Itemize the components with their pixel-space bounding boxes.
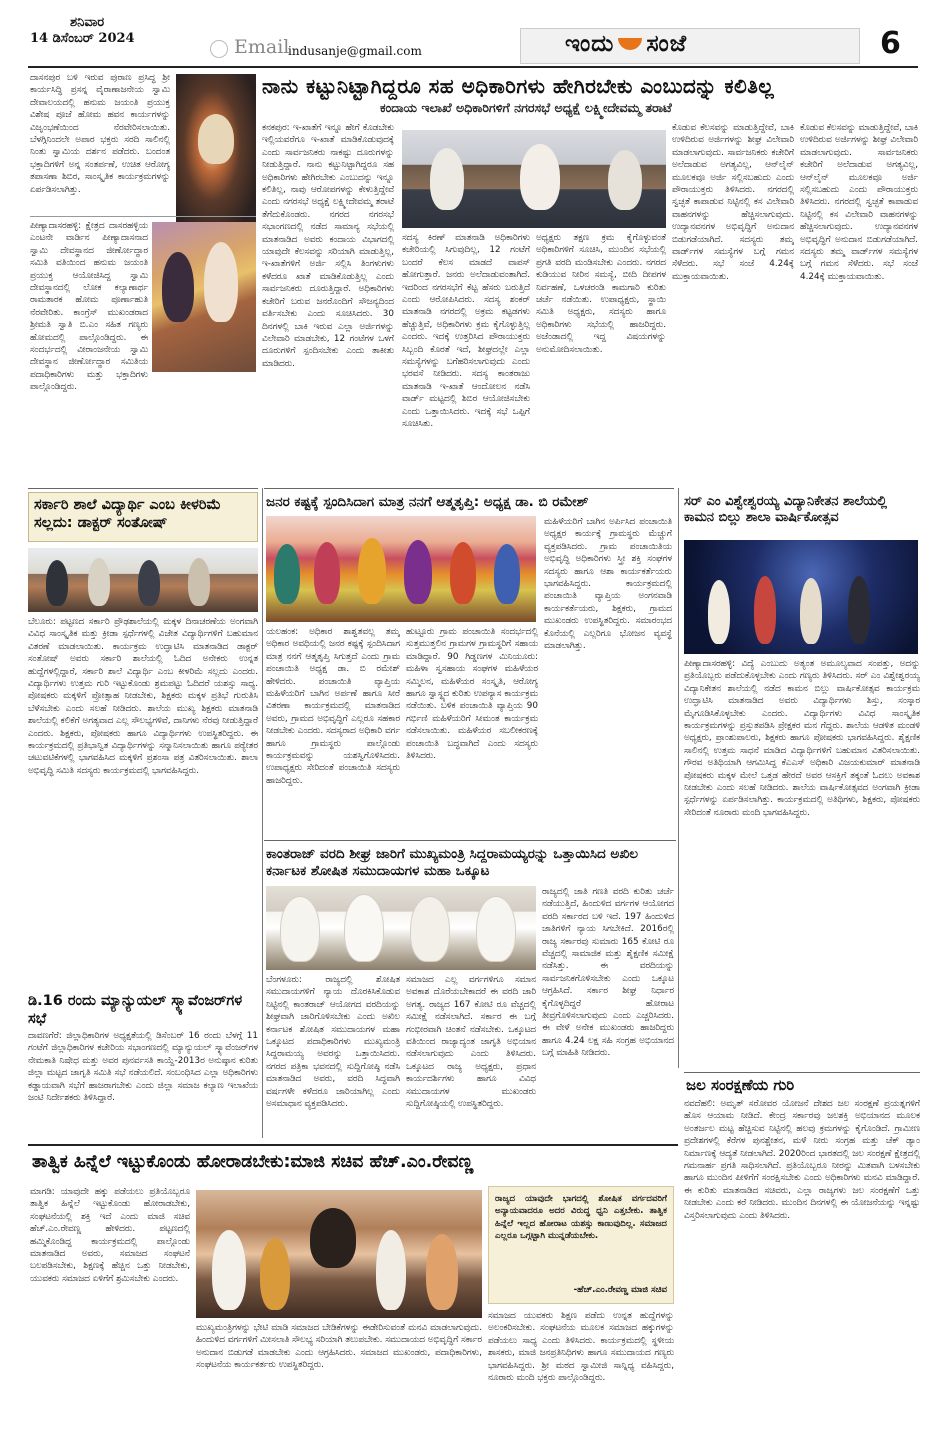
person-figure — [46, 560, 68, 606]
lead-subhead: ಕಂದಾಯ ಇಲಾಖೆ ಅಧಿಕಾರಿಗಳಿಗೆ ನಗರಸಭೆ ಅಧ್ಯಕ್ಷೆ ಲಕ್ಷ್ಮೀದೇವಮ್ಮ ತರಾಟೆ — [380, 100, 672, 115]
women-column-1: ಯಲಹಂಕ: ಅಧಿಕಾರ ಶಾಶ್ವತವಲ್ಲ ತಮ್ಮ ಅಧಿಕಾರ ಅವಧಿಯಲ್ಲಿ ಜನರ ಕಷ್ಟಕ್ಕೆ ಸ್ಪಂದಿಸಿದಾಗ ಮಾತ್ರ ನನಗೆ ಆತ್ಮತೃಪ್ತಿ ಸಿಗುತ್ತದೆ ಎಂದು ಗ್ರಾಮ ಪಂಚಾಯಿತಿ ಅಧ್ಯಕ್ಷ ಡಾ. ಬಿ ರಮೇಶ್ ಹೇಳಿದರು. ಪಂಚಾಯಿತಿ ವ್ಯಾಪ್ತಿಯ ಮಹಿಳೆಯರಿಗೆ ಬಾಗಿನ ಅರ್ಪಣೆ ಹಾಗೂ ಸೀರೆ ವಿತರಣಾ ಕಾರ್ಯಕ್ರಮದಲ್ಲಿ ಮಾತನಾಡಿದ ಅವರು, ಗ್ರಾಮದ ಅಭಿವೃದ್ಧಿಗೆ ಎಲ್ಲರೂ ಸಹಕಾರ ನೀಡಬೇಕು ಎಂದರು. ಸದಸ್ಯರಾದ ಅಧಿಕಾರಿ ವರ್ಗ ಹಾಗೂ ಗ್ರಾಮಸ್ಥರು ಪಾಲ್ಗೊಂಡು ಕಾರ್ಯಕ್ರಮವನ್ನು ಯಶಸ್ವಿಗೊಳಿಸಿದರು. ಉಪಾಧ್ಯಕ್ಷರು ಸೇರಿದಂತೆ ಪಂಚಾಯಿತಿ ಸದಸ್ಯರು ಹಾಜರಿದ್ದರು. — [266, 627, 400, 786]
press-meet-photo — [266, 886, 536, 970]
person-figure — [476, 896, 516, 962]
person-figure — [344, 894, 384, 962]
person-figure — [204, 242, 238, 322]
jala-story-text: ನವದೆಹಲಿ: ಅಮೃತ್ ಸರೋವರ ಯೋಜನೆ ದೇಶದ ಜಲ ಸಂರಕ್ಷಣೆ ಪ್ರಯತ್ನಗಳಿಗೆ ಹೊಸ ಆಯಾಮ ನೀಡಿದೆ. ಕೇಂದ್ರ ಸರ್ಕಾರವು ಜಲಶಕ್ತಿ ಅಭಿಯಾನದ ಮೂಲಕ ಅಂತರ್ಜಲ ಮಟ್ಟ ಹೆಚ್ಚಿಸುವ ನಿಟ್ಟಿನಲ್ಲಿ ಹಲವು ಕ್ರಮಗಳನ್ನು ಕೈಗೊಂಡಿದೆ. ಗ್ರಾಮೀಣ ಪ್ರದೇಶಗಳಲ್ಲಿ ಕೆರೆಗಳ ಪುನಶ್ಚೇತನ, ಮಳೆ ನೀರು ಸಂಗ್ರಹ ಮತ್ತು ಚೆಕ್ ಡ್ಯಾಂ ನಿರ್ಮಾಣಕ್ಕೆ ಆದ್ಯತೆ ನೀಡಲಾಗಿದೆ. 2020ರಿಂದ ಭಾರತದಲ್ಲಿ ಜಲ ಸಂರಕ್ಷಣೆ ಕ್ಷೇತ್ರದಲ್ಲಿ ಗಮನಾರ್ಹ ಪ್ರಗತಿ ಸಾಧಿಸಲಾಗಿದೆ. ಪ್ರತಿಯೊಬ್ಬರೂ ನೀರನ್ನು ಮಿತವಾಗಿ ಬಳಸಬೇಕು ಹಾಗೂ ಮುಂದಿನ ಪೀಳಿಗೆಗೆ ಸಂರಕ್ಷಿಸಬೇಕು ಎಂದು ಅಧಿಕಾರಿಗಳು ಮನವಿ ಮಾಡಿದ್ದಾರೆ. ಈ ಕುರಿತು ಮಾತನಾಡಿದ ಸಚಿವರು, ಎಲ್ಲಾ ರಾಜ್ಯಗಳು ಜಲ ಸಂರಕ್ಷಣೆಗೆ ಒತ್ತು ನೀಡಬೇಕು ಎಂದು ಕರೆ ನೀಡಿದರು. ಮುಂದಿನ ದಿನಗಳಲ್ಲಿ ಈ ಯೋಜನೆಯನ್ನು ಇನ್ನಷ್ಟು ವಿಸ್ತರಿಸಲಾಗುವುದು ಎಂದು ತಿಳಿಸಿದರು. — [684, 1099, 920, 1221]
logo-right-text: ಸಂಜೆ — [646, 31, 688, 57]
person-figure — [410, 896, 450, 962]
school-event-photo — [28, 548, 258, 612]
person-figure — [376, 1230, 406, 1310]
revanna-quote-box — [488, 1186, 674, 1304]
person-figure — [754, 576, 776, 644]
masthead-logo — [565, 31, 687, 57]
women-column-2: ಹುಟ್ಟೂರು ಗ್ರಾಮ ಪಂಚಾಯಿತಿ ಸಂದರ್ಭದಲ್ಲಿ ಸುತ್ತಮುತ್ತಲಿನ ಗ್ರಾಮಗಳ ಗ್ರಾಮಸ್ಥರಿಗೆ ಸಹಾಯ ಮಾಡಿದ್ದಾರೆ. 90 ಗಿಡ್ಡಣಗಳ ಮಿನಿಯೂರು: ಮಹಿಳಾ ಸ್ವಸಹಾಯ ಸಂಘಗಳ ಮಹಿಳೆಯರ ಸಮ್ಮಿಲನ, ಮಹಿಳೆಯರ ಸಂಸ್ಕೃತಿ, ಆರೋಗ್ಯ ಹಾಗೂ ಸ್ವಾಸ್ಥ್ಯದ ಕುರಿತು ಉಪನ್ಯಾಸ ಕಾರ್ಯಕ್ರಮ ನಡೆಯಿತು. ಬಳಿಕ ಪಂಚಾಯಿತಿ ವ್ಯಾಪ್ತಿಯ 90 ಗರ್ಭಿಣಿ ಮಹಿಳೆಯರಿಗೆ ಸೀಮಂತ ಕಾರ್ಯಕ್ರಮ ನಡೆಸಲಾಯಿತು. ಮಹಿಳೆಯರ ಸಬಲೀಕರಣಕ್ಕೆ ಪಂಚಾಯಿತಿ ಬದ್ಧವಾಗಿದೆ ಎಂದು ಸದಸ್ಯರು ತಿಳಿಸಿದರು. — [406, 627, 538, 762]
kantharaj-column-1: ಬೆಂಗಳೂರು: ರಾಜ್ಯದಲ್ಲಿ ಶೋಷಿತ ಸಮುದಾಯಗಳಿಗೆ ನ್ಯಾಯ ದೊರಕಿಸಿಕೊಡುವ ನಿಟ್ಟಿನಲ್ಲಿ ಕಾಂತರಾಜ್ ಆಯೋಗದ ವರದಿಯನ್ನು ಶೀಘ್ರವಾಗಿ ಜಾರಿಗೊಳಿಸಬೇಕು ಎಂದು ಅಖಿಲ ಕರ್ನಾಟಕ ಶೋಷಿತ ಸಮುದಾಯಗಳ ಮಹಾ ಒಕ್ಕೂಟದ ಪದಾಧಿಕಾರಿಗಳು ಮುಖ್ಯಮಂತ್ರಿ ಸಿದ್ದರಾಮಯ್ಯ ಅವರನ್ನು ಒತ್ತಾಯಿಸಿದರು. ನಗರದ ಪತ್ರಿಕಾ ಭವನದಲ್ಲಿ ಸುದ್ದಿಗೋಷ್ಠಿ ನಡೆಸಿ ಮಾತನಾಡಿದ ಅವರು, ವರದಿ ಸಿದ್ಧವಾಗಿ ವರ್ಷಗಳೇ ಕಳೆದರೂ ಜಾರಿಯಾಗಿಲ್ಲ ಎಂದು ಅಸಮಾಧಾನ ವ್ಯಕ್ತಪಡಿಸಿದರು. — [266, 975, 400, 1110]
email-label: Email — [234, 36, 290, 58]
masthead-date: 14 ಡಿಸೆಂಬರ್ 2024 — [30, 31, 135, 46]
vidyaniketan-story-text: ಪೀಣ್ಯಾದಾಸರಹಳ್ಳಿ: ವಿದ್ಯೆ ಎಂಬುದು ಅತ್ಯಂತ ಅಮೂಲ್ಯವಾದ ಸಂಪತ್ತು, ಅದನ್ನು ಪ್ರತಿಯೊಬ್ಬರು ಪಡೆದುಕೊಳ್ಳಬೇಕು ಎಂದು ಗಣ್ಯರು ತಿಳಿಸಿದರು. ಸರ್ ಎಂ ವಿಶ್ವೇಶ್ವರಯ್ಯ ವಿದ್ಯಾನಿಕೇತನ ಶಾಲೆಯಲ್ಲಿ ನಡೆದ ಕಾಮನ ಬಿಲ್ಲು ವಾರ್ಷಿಕೋತ್ಸವ ಕಾರ್ಯಕ್ರಮ ಉದ್ಘಾಟಿಸಿ ಮಾತನಾಡಿದ ಅವರು ವಿದ್ಯಾರ್ಥಿಗಳು ಶಿಸ್ತು, ಸಂಸ್ಕಾರ ಮೈಗೂಡಿಸಿಕೊಳ್ಳಬೇಕು ಎಂದರು. ವಿದ್ಯಾರ್ಥಿಗಳು ವಿವಿಧ ಸಾಂಸ್ಕೃತಿಕ ಕಾರ್ಯಕ್ರಮಗಳನ್ನು ಪ್ರಸ್ತುತಪಡಿಸಿ ಪ್ರೇಕ್ಷಕರ ಮನ ಗೆದ್ದರು. ಶಾಲೆಯ ಆಡಳಿತ ಮಂಡಳಿ ಅಧ್ಯಕ್ಷರು, ಪ್ರಾಂಶುಪಾಲರು, ಶಿಕ್ಷಕರು ಹಾಗೂ ಪೋಷಕರು ಭಾಗವಹಿಸಿದ್ದರು. ಶೈಕ್ಷಣಿಕ ಸಾಲಿನಲ್ಲಿ ಉತ್ತಮ ಸಾಧನೆ ಮಾಡಿದ ವಿದ್ಯಾರ್ಥಿಗಳಿಗೆ ಬಹುಮಾನ ವಿತರಿಸಲಾಯಿತು. ಗೌರವ ಅತಿಥಿಯಾಗಿ ಆಗಮಿಸಿದ್ದ ಕೆಎಎಸ್ ಅಧಿಕಾರಿ ವಿಜಯಕುಮಾರ್ ಮಾತನಾಡಿ ಪೋಷಕರು ಮಕ್ಕಳ ಮೇಲೆ ಒತ್ತಡ ಹೇರದೆ ಅವರ ಆಸಕ್ತಿಗೆ ತಕ್ಕಂತೆ ಓದಲು ಅವಕಾಶ ನೀಡಬೇಕು ಎಂದು ಸಲಹೆ ನೀಡಿದರು. ಶಾಲೆಯ ವಾರ್ಷಿಕೋತ್ಸವದ ಅಂಗವಾಗಿ ಕ್ರೀಡಾ ಸ್ಪರ್ಧೆಗಳನ್ನು ಏರ್ಪಡಿಸಲಾಗಿತ್ತು. ಕಾರ್ಯಕ್ರಮದಲ್ಲಿ ಅತಿಥಿಗಳು, ಶಿಕ್ಷಕರು, ಪೋಷಕರು ಸೇರಿದಂತೆ ನೂರಾರು ಮಂದಿ ಭಾಗವಹಿಸಿದ್ದರು. — [684, 659, 920, 818]
lead-column-2: ಸದಸ್ಯ ಕಿರಣ್ ಮಾತನಾಡಿ ಅಧಿಕಾರಿಗಳು ಕಚೇರಿಯಲ್ಲಿ ಸಿಗುವುದಿಲ್ಲ, 12 ಗಂಟೆಗೆ ಬಂದರೆ ಕೆಲಸ ಮಾಡದೆ ವಾಪಸ್ ಹೋಗುತ್ತಾರೆ. ಜನರು ಅಲೆದಾಡುವಂತಾಗಿದೆ. ಇದರಿಂದ ನಗರಸಭೆಗೆ ಕೆಟ್ಟ ಹೆಸರು ಬರುತ್ತಿದೆ ಎಂದು ಆರೋಪಿಸಿದರು. ಸದಸ್ಯ ಶಂಕರ್ ಮಾತನಾಡಿ ನಗರದಲ್ಲಿ ಅಕ್ರಮ ಕಟ್ಟಡಗಳು ಹೆಚ್ಚುತ್ತಿವೆ, ಅಧಿಕಾರಿಗಳು ಕ್ರಮ ಕೈಗೊಳ್ಳುತ್ತಿಲ್ಲ ಎಂದರು. ಇದಕ್ಕೆ ಉತ್ತರಿಸಿದ ಪೌರಾಯುಕ್ತರು ಸಿಬ್ಬಂದಿ ಕೊರತೆ ಇದೆ, ಶೀಘ್ರದಲ್ಲೇ ಎಲ್ಲಾ ಸಮಸ್ಯೆಗಳನ್ನು ಬಗೆಹರಿಸಲಾಗುವುದು ಎಂದು ಭರವಸೆ ನೀಡಿದರು. ಸದಸ್ಯ ಕಾಂತರಾಜು ಮಾತನಾಡಿ ಇ-ಖಾತೆ ಆಂದೋಲನ ನಡೆಸಿ ವಾರ್ಡ್ ಮಟ್ಟದಲ್ಲಿ ಶಿಬಿರ ಆಯೋಜಿಸಬೇಕು ಎಂದು ಒತ್ತಾಯಿಸಿದರು. ಇದಕ್ಕೆ ಸಭೆ ಒಪ್ಪಿಗೆ ಸೂಚಿಸಿತು. — [402, 233, 530, 430]
person-figure — [494, 544, 520, 604]
temple-shrine-photo — [176, 74, 256, 232]
separator — [264, 488, 674, 489]
decorative-circle-icon — [210, 40, 228, 58]
person-figure — [848, 576, 870, 644]
masthead-rule — [28, 66, 918, 68]
person-figure — [520, 144, 560, 210]
separator — [28, 488, 258, 489]
idol-figure — [198, 114, 234, 164]
scavenger-headline: ಡಿ.16 ರಂದು ಮ್ಯಾನ್ಯುಯಲ್ ಸ್ಕ್ಯಾವೆಂಜರ್‌ಗಳ ಸಭೆ — [28, 993, 243, 1028]
kantharaj-column-2: ಸಮಾಜದ ಎಲ್ಲ ವರ್ಗಗಳಿಗೂ ಸಮಾನ ಅವಕಾಶ ದೊರೆಯಬೇಕಾದರೆ ಈ ವರದಿ ಜಾರಿ ಅಗತ್ಯ. ರಾಜ್ಯದ 167 ಕೋಟಿ ರೂ ವೆಚ್ಚದಲ್ಲಿ ಸಮೀಕ್ಷೆ ನಡೆಸಲಾಗಿದೆ. ಸರ್ಕಾರ ಈ ಬಗ್ಗೆ ಗಂಭೀರವಾಗಿ ಚಿಂತನೆ ನಡೆಸಬೇಕು. ಒಕ್ಕೂಟದ ವತಿಯಿಂದ ರಾಜ್ಯಾದ್ಯಂತ ಜಾಗೃತಿ ಅಭಿಯಾನ ನಡೆಸಲಾಗುವುದು ಎಂದು ತಿಳಿಸಿದರು. ಒಕ್ಕೂಟದ ರಾಜ್ಯ ಅಧ್ಯಕ್ಷರು, ಪ್ರಧಾನ ಕಾರ್ಯದರ್ಶಿಗಳು ಹಾಗೂ ವಿವಿಧ ಸಮುದಾಯಗಳ ಮುಖಂಡರು ಸುದ್ದಿಗೋಷ್ಠಿಯಲ್ಲಿ ಉಪಸ್ಥಿತರಿದ್ದರು. — [406, 975, 536, 1110]
person-figure — [430, 148, 464, 210]
separator — [28, 1144, 678, 1146]
separator — [264, 840, 676, 841]
lead-column-3: ಅಧ್ಯಕ್ಷರು ತಕ್ಷಣ ಕ್ರಮ ಕೈಗೊಳ್ಳುವಂತೆ ಅಧಿಕಾರಿಗಳಿಗೆ ಸೂಚಿಸಿ, ಮುಂದಿನ ಸಭೆಯಲ್ಲಿ ಪ್ರಗತಿ ವರದಿ ಮಂಡಿಸಬೇಕು ಎಂದರು. ನಗರದ ಕುಡಿಯುವ ನೀರಿನ ಸಮಸ್ಯೆ, ಬೀದಿ ದೀಪಗಳ ನಿರ್ವಹಣೆ, ಒಳಚರಂಡಿ ಕಾಮಗಾರಿ ಕುರಿತು ಚರ್ಚೆ ನಡೆಯಿತು. ಉಪಾಧ್ಯಕ್ಷರು, ಸ್ಥಾಯಿ ಸಮಿತಿ ಅಧ್ಯಕ್ಷರು, ಸದಸ್ಯರು ಹಾಗೂ ಅಧಿಕಾರಿಗಳು ಸಭೆಯಲ್ಲಿ ಹಾಜರಿದ್ದರು. ಅಜೆಂಡಾದಲ್ಲಿ ಇದ್ದ ವಿಷಯಗಳನ್ನು ಅನುಮೋದಿಸಲಾಯಿತು. — [536, 233, 666, 355]
revanna-column-2: ಮುಖ್ಯಮಂತ್ರಿಗಳನ್ನು ಭೇಟಿ ಮಾಡಿ ಸಮಾಜದ ಬೇಡಿಕೆಗಳನ್ನು ಈಡೇರಿಸುವಂತೆ ಮನವಿ ಮಾಡಲಾಗುವುದು. ಹಿಂದುಳಿದ ವರ್ಗಗಳಿಗೆ ಮೀಸಲಾತಿ ಸೌಲಭ್ಯ ಸರಿಯಾಗಿ ತಲುಪಬೇಕು. ಸಮುದಾಯದ ಅಭಿವೃದ್ಧಿಗೆ ಸರ್ಕಾರ ಅನುದಾನ ಬಿಡುಗಡೆ ಮಾಡಬೇಕು ಎಂದು ಆಗ್ರಹಿಸಿದರು. ಸಮಾಜದ ಮುಖಂಡರು, ಪದಾಧಿಕಾರಿಗಳು, ಸಂಘಟನೆಯ ಕಾರ್ಯಕರ್ತರು ಉಪಸ್ಥಿತರಿದ್ದರು. — [196, 1323, 482, 1371]
person-figure — [404, 540, 432, 604]
column-divider — [262, 488, 263, 1138]
school-story-text: ಬೆಲೂರು: ಪಟ್ಟಣದ ಸರ್ಕಾರಿ ಪ್ರೌಢಶಾಲೆಯಲ್ಲಿ ಮಕ್ಕಳ ದಿನಾಚರಣೆಯ ಅಂಗವಾಗಿ ವಿವಿಧ ಸಾಂಸ್ಕೃತಿಕ ಮತ್ತು ಕ್ರೀಡಾ ಸ್ಪರ್ಧೆಗಳಲ್ಲಿ ವಿಜೇತ ವಿದ್ಯಾರ್ಥಿಗಳಿಗೆ ಬಹುಮಾನ ವಿತರಣೆ ಮಾಡಲಾಯಿತು. ಕಾರ್ಯಕ್ರಮ ಉದ್ಘಾಟಿಸಿ ಮಾತನಾಡಿದ ಡಾಕ್ಟರ್ ಸಂತೋಷ್ ಅವರು ಸರ್ಕಾರಿ ಶಾಲೆಯಲ್ಲಿ ಓದಿದ ಅನೇಕರು ಉನ್ನತ ಹುದ್ದೆಗಳಲ್ಲಿದ್ದಾರೆ, ಸರ್ಕಾರಿ ಶಾಲೆ ವಿದ್ಯಾರ್ಥಿ ಎಂಬ ಕೀಳರಿಮೆ ಸಲ್ಲದು ಎಂದರು. ವಿದ್ಯಾರ್ಥಿಗಳು ಉತ್ತಮ ಗುರಿ ಇಟ್ಟುಕೊಂಡು ಶ್ರಮಪಟ್ಟು ಓದಿದರೆ ಯಶಸ್ಸು ಸಾಧ್ಯ. ಪೋಷಕರು ಮಕ್ಕಳಿಗೆ ಪ್ರೋತ್ಸಾಹ ನೀಡಬೇಕು, ಶಿಕ್ಷಕರು ಮಕ್ಕಳ ಪ್ರತಿಭೆ ಗುರುತಿಸಿ ಬೆಳೆಸಬೇಕು ಎಂದು ಸಲಹೆ ನೀಡಿದರು. ಶಾಲೆಯ ಮುಖ್ಯ ಶಿಕ್ಷಕರು ಮಾತನಾಡಿ ಶಾಲೆಯಲ್ಲಿ ಕಲಿಕೆಗೆ ಅಗತ್ಯವಾದ ಎಲ್ಲ ಸೌಲಭ್ಯಗಳಿವೆ, ದಾನಿಗಳು ನೆರವು ನೀಡುತ್ತಿದ್ದಾರೆ ಎಂದರು. ಶಿಕ್ಷಕರು, ಪೋಷಕರು ಹಾಗೂ ವಿದ್ಯಾರ್ಥಿಗಳು ಉಪಸ್ಥಿತರಿದ್ದರು. ಈ ಕಾರ್ಯಕ್ರಮದಲ್ಲಿ ಪ್ರತಿಭಾನ್ವಿತ ವಿದ್ಯಾರ್ಥಿಗಳನ್ನು ಸನ್ಮಾನಿಸಲಾಯಿತು ಹಾಗೂ ಪಠ್ಯೇತರ ಚಟುವಟಿಕೆಗಳಲ್ಲಿ ಭಾಗವಹಿಸಿದ ಮಕ್ಕಳಿಗೆ ಪ್ರಶಂಸಾ ಪತ್ರ ವಿತರಿಸಲಾಯಿತು. ಶಾಲಾ ಅಭಿವೃದ್ಧಿ ಸಮಿತಿ ಸದಸ್ಯರು ಕಾರ್ಯಕ್ರಮದಲ್ಲಿ ಭಾಗವಹಿಸಿದ್ದರು. — [28, 617, 258, 776]
lead-column-5: ಕೊಡುವ ಕೆಲಸವನ್ನು ಮಾಡುತ್ತಿದ್ದೇವೆ, ಬಾಕಿ ಉಳಿದಿರುವ ಅರ್ಜಿಗಳನ್ನು ಶೀಘ್ರ ವಿಲೇವಾರಿ ಮಾಡಲಾಗುವುದು. ಸಾರ್ವಜನಿಕರು ಕಚೇರಿಗೆ ಅಲೆದಾಡುವ ಅಗತ್ಯವಿಲ್ಲ, ಆನ್‌ಲೈನ್ ಮೂಲಕವೂ ಅರ್ಜಿ ಸಲ್ಲಿಸಬಹುದು ಎಂದು ಪೌರಾಯುಕ್ತರು ತಿಳಿಸಿದರು. ನಗರದಲ್ಲಿ ಸ್ವಚ್ಛತೆ ಕಾಪಾಡುವ ನಿಟ್ಟಿನಲ್ಲಿ ಕಸ ವಿಲೇವಾರಿ ವಾಹನಗಳನ್ನು ಹೆಚ್ಚಿಸಲಾಗುವುದು. ಉದ್ಯಾನವನಗಳ ಅಭಿವೃದ್ಧಿಗೆ ಅನುದಾನ ಬಿಡುಗಡೆಯಾಗಿದೆ. ಸದಸ್ಯರು ತಮ್ಮ ವಾರ್ಡ್‌ಗಳ ಸಮಸ್ಯೆಗಳ ಬಗ್ಗೆ ಗಮನ ಸೆಳೆದರು. ಸಭೆ ಸಂಜೆ 4.24ಕ್ಕೆ ಮುಕ್ತಾಯವಾಯಿತು. — [800, 123, 918, 282]
ritual-brief-text: ಪೀಣ್ಯಾದಾಸರಹಳ್ಳಿ: ಕ್ಷೇತ್ರದ ದಾಸರಹಳ್ಳಿಯ ಎಂಟನೇ ವಾರ್ಡಿನ ಪೀಣ್ಯಾದಾಸನಾದ ಸ್ವಾಮಿ ದೇವಸ್ಥಾನದ ಜೀರ್ಣೋದ್ಧಾರ ಸಮಿತಿ ವತಿಯಿಂದ ಹನುಮ ಜಯಂತಿ ಪ್ರಯುಕ್ತ ಆಯೋಜಿಸಿದ್ದ ಸ್ವಾಮಿ ದೇವಸ್ಥಾನದಲ್ಲಿ ಲೋಕ ಕಲ್ಯಾಣಾರ್ಥ ರಾಮತಾರಕ ಹೋಮ ಪೂರ್ಣಾಹುತಿ ನೆರವೇರಿತು. ಕಾಂಗ್ರೆಸ್ ಮುಖಂಡರಾದ ಶ್ರೀಮತಿ ಸ್ವಾತಿ ಬಿ.ಎಂ ಸಹಿತ ಗಣ್ಯರು ಹೋಮದಲ್ಲಿ ಪಾಲ್ಗೊಂಡಿದ್ದರು. ಈ ಸಂದರ್ಭದಲ್ಲಿ ವೀರಾಂಜನೇಯ ಸ್ವಾಮಿ ದೇವಸ್ಥಾನ ಜೀರ್ಣೋದ್ಧಾರ ಸಮಿತಿಯ ಪದಾಧಿಕಾರಿಗಳು ಮತ್ತು ಭಕ್ತಾದಿಗಳು ಪಾಲ್ಗೊಂಡಿದ್ದರು. — [30, 221, 148, 393]
separator — [684, 1072, 920, 1073]
temple-gathering-photo — [196, 1190, 482, 1318]
lead-column-4: ಕೊಡುವ ಕೆಲಸವನ್ನು ಮಾಡುತ್ತಿದ್ದೇವೆ, ಬಾಕಿ ಉಳಿದಿರುವ ಅರ್ಜಿಗಳನ್ನು ಶೀಘ್ರ ವಿಲೇವಾರಿ ಮಾಡಲಾಗುವುದು. ಸಾರ್ವಜನಿಕರು ಕಚೇರಿಗೆ ಅಲೆದಾಡುವ ಅಗತ್ಯವಿಲ್ಲ, ಆನ್‌ಲೈನ್ ಮೂಲಕವೂ ಅರ್ಜಿ ಸಲ್ಲಿಸಬಹುದು ಎಂದು ಪೌರಾಯುಕ್ತರು ತಿಳಿಸಿದರು. ನಗರದಲ್ಲಿ ಸ್ವಚ್ಛತೆ ಕಾಪಾಡುವ ನಿಟ್ಟಿನಲ್ಲಿ ಕಸ ವಿಲೇವಾರಿ ವಾಹನಗಳನ್ನು ಹೆಚ್ಚಿಸಲಾಗುವುದು. ಉದ್ಯಾನವನಗಳ ಅಭಿವೃದ್ಧಿಗೆ ಅನುದಾನ ಬಿಡುಗಡೆಯಾಗಿದೆ. ಸದಸ್ಯರು ತಮ್ಮ ವಾರ್ಡ್‌ಗಳ ಸಮಸ್ಯೆಗಳ ಬಗ್ಗೆ ಗಮನ ಸೆಳೆದರು. ಸಭೆ ಸಂಜೆ 4.24ಕ್ಕೆ ಮುಕ್ತಾಯವಾಯಿತು. — [672, 123, 794, 282]
school-anniversary-photo — [684, 540, 918, 654]
lead-headline: ನಾನು ಕಟ್ಟುನಿಟ್ಟಾಗಿದ್ದರೂ ಸಹ ಅಧಿಕಾರಿಗಳು ಹೇಗಿರಬೇಕು ಎಂಬುದನ್ನು ಕಲಿತಿಲ್ಲ — [262, 74, 775, 98]
page-number: 6 — [880, 26, 901, 61]
column-divider — [678, 488, 679, 1068]
person-figure — [608, 150, 642, 210]
person-figure — [162, 252, 194, 322]
person-figure — [274, 544, 300, 604]
temple-brief-text: ದಾಸನಪುರ ಬಳಿ ಇರುವ ಪುರಾಣ ಪ್ರಸಿದ್ಧ ಶ್ರೀ ಕಾರ್ಯಸಿದ್ಧಿ ಪ್ರಸನ್ನ ವೈರಾಣಾಜನೇಯ ಸ್ವಾಮಿ ದೇವಾಲಯದಲ್ಲಿ ಹನುಮ ಜಯಂತಿ ಪ್ರಯುಕ್ತ ವಿಶೇಷ ಪೂಜೆ ಹೋಮ ಹವನ ಕಾರ್ಯಗಳನ್ನು ವಿಜೃಂಭಣೆಯಿಂದ ನೆರವೇರಿಸಲಾಯಿತು. ಬೆಳಗ್ಗಿನಿಂದಲೇ ಅಪಾರ ಭಕ್ತರು ಸರದಿ ಸಾಲಿನಲ್ಲಿ ನಿಂತು ಸ್ವಾಮಿಯ ದರ್ಶನ ಪಡೆದರು. ಬಂದಂತ ಭಕ್ತಾದಿಗಳಿಗೆ ಅನ್ನ ಸಂತರ್ಪಣೆ, ಉಚಿತ ಆರೋಗ್ಯ ತಪಾಸಣಾ ಶಿಬಿರ, ಸಾಂಸ್ಕೃತಿಕ ಕಾರ್ಯಕ್ರಮಗಳನ್ನು ಏರ್ಪಡಿಸಲಾಗಿತ್ತು. — [30, 73, 170, 195]
revanna-headline: ತಾತ್ವಿಕ ಹಿನ್ನೆಲೆ ಇಟ್ಟುಕೊಂಡು ಹೋರಾಡಬೇಕು:ಮಾಜಿ ಸಚಿವ ಹೆಚ್.ಎಂ.ರೇವಣ್ಣ — [32, 1152, 474, 1172]
person-figure — [426, 1234, 458, 1310]
school-headline: ಸರ್ಕಾರಿ ಶಾಲೆ ವಿದ್ಯಾರ್ಥಿ ಎಂಬ ಕೀಳರಿಮೆ ಸಲ್ಲದು: ಡಾಕ್ಟರ್ ಸಂತೋಷ್ — [34, 497, 221, 532]
masthead-day: ಶನಿವಾರ — [70, 15, 105, 30]
person-figure — [138, 560, 160, 606]
email-address[interactable]: indusanje@gmail.com — [288, 44, 422, 58]
person-figure — [212, 1230, 246, 1310]
idol-figure — [310, 1208, 356, 1268]
sun-logo-icon — [618, 38, 642, 50]
revanna-column-3: ಸಮಾಜದ ಯುವಕರು ಶಿಕ್ಷಣ ಪಡೆದು ಉನ್ನತ ಹುದ್ದೆಗಳನ್ನು ಅಲಂಕರಿಸಬೇಕು. ಸಂಘಟನೆಯ ಮೂಲಕ ಸಮಾಜದ ಹಕ್ಕುಗಳನ್ನು ಪಡೆಯಲು ಸಾಧ್ಯ ಎಂದು ತಿಳಿಸಿದರು. ಕಾರ್ಯಕ್ರಮದಲ್ಲಿ ಸ್ಥಳೀಯ ಶಾಸಕರು, ಮಾಜಿ ಜನಪ್ರತಿನಿಧಿಗಳು ಹಾಗೂ ಸಮುದಾಯದ ಗಣ್ಯರು ಭಾಗವಹಿಸಿದ್ದರು. ಶ್ರೀ ಮಠದ ಸ್ವಾಮೀಜಿ ಸಾನ್ನಿಧ್ಯ ವಹಿಸಿದ್ದರು, ನೂರಾರು ಮಂದಿ ಭಕ್ತರು ಪಾಲ್ಗೊಂಡಿದ್ದರು. — [488, 1311, 674, 1384]
council-meeting-photo — [402, 130, 666, 228]
jala-headline: ಜಲ ಸಂರಕ್ಷಣೆಯ ಗುರಿ — [686, 1076, 795, 1094]
lead-column-1: ಕನಕಪುರ: ಇ-ಖಾತೆಗೆ ಇನ್ನೂ ಹೇಗೆ ಕೊಡಬೇಕು ಇಲ್ಲಿಯವರೆಗೂ ಇ-ಖಾತೆ ಮಾಡಿಕೊಡುವುದಕ್ಕೆ ಎಂದು ಸಾರ್ವಜನಿಕರು ನಾಕಷ್ಟು ದೂರುಗಳನ್ನು ನೀಡುತ್ತಿದ್ದಾರೆ. ನಾನು ಕಟ್ಟುನಿಟ್ಟಾಗಿದ್ದರೂ ಸಹ ಅಧಿಕಾರಿಗಳು ಹೇಗಿರಬೇಕು ಎಂಬುದನ್ನು ಇನ್ನೂ ಕಲಿತಿಲ್ಲ, ನಾವು ಆರೋಪಗಳನ್ನು ಕೇಳುತ್ತಿದ್ದೇವೆ ಎಂದು ನಗರಸಭೆ ಅಧ್ಯಕ್ಷೆ ಲಕ್ಷ್ಮೀದೇವಮ್ಮ ತರಾಟೆ ತೆಗೆದುಕೊಂಡರು. ನಗರದ ನಗರಸಭೆ ಸಭಾಂಗಣದಲ್ಲಿ ನಡೆದ ಸಾಮಾನ್ಯ ಸಭೆಯಲ್ಲಿ ಮಾತನಾಡಿದ ಅವರು ಕಂದಾಯ ವಿಭಾಗದಲ್ಲಿ ಯಾವುದೇ ಕೆಲಸವನ್ನು ಸರಿಯಾಗಿ ಮಾಡುತ್ತಿಲ್ಲ, ಇ-ಖಾತೆಗಳಿಗೆ ಅರ್ಜಿ ಸಲ್ಲಿಸಿ ತಿಂಗಳುಗಳು ಕಳೆದರೂ ಖಾತೆ ಮಾಡಿಕೊಡುತ್ತಿಲ್ಲ ಎಂದು ಸಾರ್ವಜನಿಕರು ದೂರುತ್ತಿದ್ದಾರೆ. ಅಧಿಕಾರಿಗಳು ಕಚೇರಿಗೆ ಬರುವ ಜನರೊಂದಿಗೆ ಸೌಜನ್ಯದಿಂದ ವರ್ತಿಸಬೇಕು ಎಂದು ಸೂಚಿಸಿದರು. 30 ದಿನಗಳಲ್ಲಿ ಬಾಕಿ ಇರುವ ಎಲ್ಲಾ ಅರ್ಜಿಗಳನ್ನು ವಿಲೇವಾರಿ ಮಾಡಬೇಕು, 12 ಗಂಟೆಗಳ ಒಳಗೆ ದೂರುಗಳಿಗೆ ಸ್ಪಂದಿಸಬೇಕು ಎಂದು ತಾಕೀತು ಮಾಡಿದರು. — [262, 123, 394, 369]
revanna-quote: ರಾಜ್ಯದ ಯಾವುದೇ ಭಾಗದಲ್ಲಿ ಶೋಷಿತ ವರ್ಗದವರಿಗೆ ಅನ್ಯಾಯವಾದರೂ ಅದರ ವಿರುದ್ಧ ಧ್ವನಿ ಎತ್ತಬೇಕು. ತಾತ್ವಿಕ ಹಿನ್ನೆಲೆ ಇಲ್ಲದ ಹೋರಾಟ ಯಶಸ್ಸು ಕಾಣುವುದಿಲ್ಲ. ಸಮಾಜದ ಎಲ್ಲರೂ ಒಗ್ಗಟ್ಟಾಗಿ ಮುನ್ನಡೆಯಬೇಕು. — [495, 1194, 667, 1242]
vidyaniketan-headline: ಸರ್ ಎಂ ವಿಶ್ವೇಶ್ವರಯ್ಯ ವಿದ್ಯಾನಿಕೇತನ ಶಾಲೆಯಲ್ಲಿ ಕಾಮನ ಬಿಲ್ಲು ಶಾಲಾ ವಾರ್ಷಿಕೋತ್ಸವ — [684, 494, 887, 526]
ritual-photo — [152, 222, 256, 372]
person-figure — [358, 538, 386, 604]
women-headline: ಜನರ ಕಷ್ಟಕ್ಕೆ ಸ್ಪಂದಿಸಿದಾಗ ಮಾತ್ರ ನನಗೆ ಆತ್ಮತೃಪ್ತಿ: ಅಧ್ಯಕ್ಷ ಡಾ. ಬಿ ರಮೇಶ್ — [266, 494, 589, 510]
revanna-quote-attribution: -ಹೆಚ್.ಎಂ.ರೇವಣ್ಣ ಮಾಜಿ ಸಚಿವ — [573, 1285, 667, 1295]
person-figure — [280, 896, 320, 962]
person-figure — [708, 580, 730, 644]
person-figure — [88, 558, 110, 606]
person-figure — [260, 1238, 290, 1310]
revanna-column-1: ಮಾಗಡಿ: ಯಾವುದೇ ಹಕ್ಕು ಪಡೆಯಲು ಪ್ರತಿಯೊಬ್ಬರೂ ತಾತ್ವಿಕ ಹಿನ್ನೆಲೆ ಇಟ್ಟುಕೊಂಡು ಹೋರಾಡಬೇಕು, ಸಂಘಟನೆಯಲ್ಲಿ ಶಕ್ತಿ ಇದೆ ಎಂದು ಮಾಜಿ ಸಚಿವ ಹೆಚ್.ಎಂ.ರೇವಣ್ಣ ಹೇಳಿದರು. ಪಟ್ಟಣದಲ್ಲಿ ಹಮ್ಮಿಕೊಂಡಿದ್ದ ಕಾರ್ಯಕ್ರಮದಲ್ಲಿ ಪಾಲ್ಗೊಂಡು ಮಾತನಾಡಿದ ಅವರು, ಸಮಾಜದ ಸಂಘಟನೆ ಬಲಪಡಿಸಬೇಕು, ಶಿಕ್ಷಣಕ್ಕೆ ಹೆಚ್ಚಿನ ಒತ್ತು ನೀಡಬೇಕು, ಯುವಕರು ಸಮಾಜದ ಏಳಿಗೆಗೆ ಶ್ರಮಿಸಬೇಕು ಎಂದರು. — [30, 1187, 190, 1284]
scavenger-story-text: ದಾವಣಗೆರೆ: ಜಿಲ್ಲಾಧಿಕಾರಿಗಳ ಅಧ್ಯಕ್ಷತೆಯಲ್ಲಿ ಡಿಸೆಂಬರ್ 16 ರಂದು ಬೆಳಗ್ಗೆ 11 ಗಂಟೆಗೆ ಜಿಲ್ಲಾಧಿಕಾರಿಗಳ ಕಚೇರಿಯ ಸಭಾಂಗಣದಲ್ಲಿ ಮ್ಯಾನ್ಯುಯಲ್ ಸ್ಕ್ಯಾವೆಂಜರ್‌ಗಳ ನೇಮಕಾತಿ ನಿಷೇಧ ಮತ್ತು ಅವರ ಪುನರ್ವಸತಿ ಕಾಯ್ದೆ-2013ರ ಅನುಷ್ಠಾನ ಕುರಿತು ಜಿಲ್ಲಾ ಮಟ್ಟದ ಜಾಗೃತಿ ಸಮಿತಿ ಸಭೆ ನಡೆಯಲಿದೆ. ಸಂಬಂಧಿಸಿದ ಎಲ್ಲಾ ಅಧಿಕಾರಿಗಳು ಕಡ್ಡಾಯವಾಗಿ ಸಭೆಗೆ ಹಾಜರಾಗಬೇಕು ಎಂದು ಜಿಲ್ಲಾ ಸಮಾಜ ಕಲ್ಯಾಣ ಇಲಾಖೆಯ ಜಂಟಿ ನಿರ್ದೇಶಕರು ತಿಳಿಸಿದ್ದಾರೆ. — [28, 1031, 258, 1104]
person-figure — [314, 542, 340, 604]
kantharaj-column-3: ರಾಜ್ಯದಲ್ಲಿ ಜಾತಿ ಗಣತಿ ವರದಿ ಕುರಿತು ಚರ್ಚೆ ನಡೆಯುತ್ತಿದೆ, ಹಿಂದುಳಿದ ವರ್ಗಗಳ ಆಯೋಗದ ವರದಿ ಸರ್ಕಾರದ ಬಳಿ ಇದೆ. 197 ಹಿಂದುಳಿದ ಜಾತಿಗಳಿಗೆ ನ್ಯಾಯ ಸಿಗಬೇಕಿದೆ. 2016ರಲ್ಲಿ ರಾಜ್ಯ ಸರ್ಕಾರವು ಸುಮಾರು 165 ಕೋಟಿ ರೂ ವೆಚ್ಚದಲ್ಲಿ ಸಾಮಾಜಿಕ ಮತ್ತು ಶೈಕ್ಷಣಿಕ ಸಮೀಕ್ಷೆ ನಡೆಸಿತ್ತು. ಈ ವರದಿಯನ್ನು ಸಾರ್ವಜನಿಕಗೊಳಿಸಬೇಕು ಎಂದು ಒಕ್ಕೂಟ ಆಗ್ರಹಿಸಿದೆ. ಸರ್ಕಾರ ಶೀಘ್ರ ನಿರ್ಧಾರ ಕೈಗೊಳ್ಳದಿದ್ದರೆ ಹೋರಾಟ ತೀವ್ರಗೊಳಿಸಲಾಗುವುದು ಎಂದು ಎಚ್ಚರಿಸಿದರು. ಈ ವೇಳೆ ಅನೇಕ ಮುಖಂಡರು ಹಾಜರಿದ್ದರು ಹಾಗೂ 4.24 ಲಕ್ಷ ಸಹಿ ಸಂಗ್ರಹ ಅಭಿಯಾನದ ಬಗ್ಗೆ ಮಾಹಿತಿ ನೀಡಿದರು. — [542, 887, 674, 1059]
women-column-3: ಮಹಿಳೆಯರಿಗೆ ಬಾಗಿನ ಅರ್ಪಿಸಿದ ಪಂಚಾಯಿತಿ ಅಧ್ಯಕ್ಷರ ಕಾರ್ಯಕ್ಕೆ ಗ್ರಾಮಸ್ಥರು ಮೆಚ್ಚುಗೆ ವ್ಯಕ್ತಪಡಿಸಿದರು. ಗ್ರಾಮ ಪಂಚಾಯಿತಿಯ ಅಭಿವೃದ್ಧಿ ಅಧಿಕಾರಿಗಳು ಸ್ತ್ರೀ ಶಕ್ತಿ ಸಂಘಗಳ ಸದಸ್ಯರು ಹಾಗೂ ಆಶಾ ಕಾರ್ಯಕರ್ತೆಯರು ಭಾಗವಹಿಸಿದ್ದರು. ಕಾರ್ಯಕ್ರಮದಲ್ಲಿ ಪಂಚಾಯಿತಿ ವ್ಯಾಪ್ತಿಯ ಅಂಗನವಾಡಿ ಕಾರ್ಯಕರ್ತೆಯರು, ಶಿಕ್ಷಕರು, ಗ್ರಾಮದ ಮುಖಂಡರು ಉಪಸ್ಥಿತರಿದ್ದರು. ಸಮಾರಂಭದ ಕೊನೆಯಲ್ಲಿ ಎಲ್ಲರಿಗೂ ಭೋಜನ ವ್ಯವಸ್ಥೆ ಮಾಡಲಾಗಿತ್ತು. — [544, 517, 672, 652]
person-figure — [800, 578, 822, 644]
person-figure — [188, 558, 210, 606]
logo-left-text: ಇಂದು — [565, 31, 615, 57]
women-event-photo — [266, 516, 536, 622]
separator — [30, 216, 256, 217]
kantharaj-headline: ಕಾಂತರಾಜ್ ವರದಿ ಶೀಘ್ರ ಜಾರಿಗೆ ಮುಖ್ಯಮಂತ್ರಿ ಸಿದ್ದರಾಮಯ್ಯರನ್ನು ಒತ್ತಾಯಿಸಿದ ಅಖಿಲ ಕರ್ನಾಟಕ ಶೋಷಿತ ಸಮುದಾಯಗಳ ಮಹಾ ಒಕ್ಕೂಟ — [266, 846, 639, 879]
person-figure — [450, 542, 476, 604]
